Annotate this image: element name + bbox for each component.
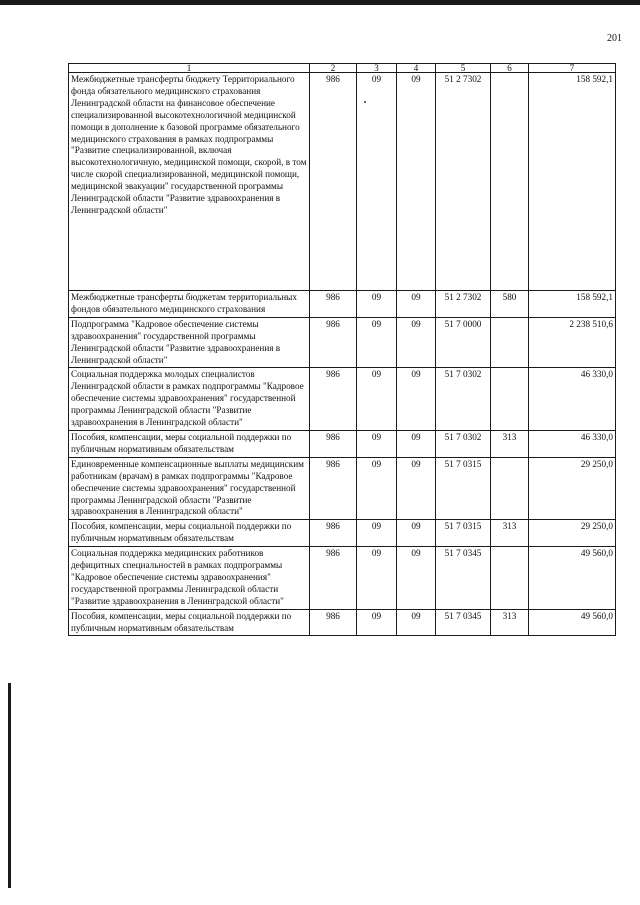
row-description: Межбюджетные трансферты бюджету Территориального фонда обязательного медицинского страхования Ленинградской области на финансовое обеспечение специализированной высокотехнологичной медицинской помощи в дополнение к базовой программе обязательного медицинского страхования в рамках подпрограммы "Развитие специализированной, включая высокотехнологичную, медицинской помощи, скорой, в том числе скорой специализированной, медицинской помощи, медицинской эвакуации" государственной программы Ленинградской области "Развитие здравоохранения в Ленинградской области" [69,73,310,291]
cell-col-6 [491,317,529,368]
cell-col-7: 158 592,1 [529,73,616,291]
cell-col-5: 51 2 7302 [436,73,491,291]
cell-col-6 [491,547,529,610]
cell-col-4: 09 [397,291,436,318]
cell-col-5: 51 7 0000 [436,317,491,368]
cell-col-4: 09 [397,430,436,457]
header-col-5: 5 [436,64,491,73]
cell-col-2: 986 [310,430,357,457]
top-border-rule [0,0,640,5]
row-description: Социальная поддержка молодых специалистов Ленинградской области в рамках подпрограммы "Кадровое обеспечение системы здравоохранения" государственной программы Ленинградской области "Развитие здравоохранения в Ленинградской области" [69,368,310,431]
cell-col-2: 986 [310,457,357,520]
table-row [69,609,616,636]
cell-col-2: 986 [310,291,357,318]
cell-col-5: 51 2 7302 [436,291,491,318]
cell-col-3: 09 [357,430,397,457]
cell-col-3: 09 [357,547,397,610]
cell-col-4: 09 [397,368,436,431]
row-description: Единовременные компенсационные выплаты медицинским работникам (врачам) в рамках подпрограммы "Кадровое обеспечение системы здравоохранения" государственной программы Ленинградской области "Развитие здравоохранения в Ленинградской области" [69,457,310,520]
cell-col-5: 51 7 0345 [436,547,491,610]
cell-col-7: 2 238 510,6 [529,317,616,368]
table-row [69,317,616,368]
cell-col-2: 986 [310,547,357,610]
cell-col-5: 51 7 0345 [436,609,491,636]
table-row [69,73,616,291]
header-col-2: 2 [310,64,357,73]
cell-col-5: 51 7 0315 [436,457,491,520]
cell-col-3: 09 [357,73,397,291]
header-col-7: 7 [529,64,616,73]
header-col-4: 4 [397,64,436,73]
cell-col-5: 51 7 0315 [436,520,491,547]
cell-col-6 [491,457,529,520]
cell-col-7: 49 560,0 [529,609,616,636]
table-row [69,430,616,457]
header-col-6: 6 [491,64,529,73]
cell-col-6: 313 [491,609,529,636]
cell-col-4: 09 [397,73,436,291]
header-col-1: 1 [69,64,310,73]
cell-col-3: 09 [357,368,397,431]
cell-col-6 [491,73,529,291]
cell-col-3: 09 [357,520,397,547]
cell-col-2: 986 [310,73,357,291]
row-description: Пособия, компенсации, меры социальной поддержки по публичным нормативным обязательствам [69,520,310,547]
table-row [69,547,616,610]
cell-col-3: 09 [357,291,397,318]
cell-col-2: 986 [310,609,357,636]
cell-col-7: 49 560,0 [529,547,616,610]
cell-col-2: 986 [310,368,357,431]
cell-col-2: 986 [310,520,357,547]
cell-col-7: 46 330,0 [529,368,616,431]
budget-table [68,63,616,636]
row-description: Пособия, компенсации, меры социальной поддержки по публичным нормативным обязательствам [69,609,310,636]
cell-col-3: 09 [357,457,397,520]
cell-col-6: 580 [491,291,529,318]
cell-col-7: 158 592,1 [529,291,616,318]
header-col-3: 3 [357,64,397,73]
cell-col-4: 09 [397,547,436,610]
cell-col-6: 313 [491,430,529,457]
cell-col-6: 313 [491,520,529,547]
table-row [69,457,616,520]
table-row [69,368,616,431]
cell-col-7: 46 330,0 [529,430,616,457]
cell-col-6 [491,368,529,431]
left-margin-mark [8,683,11,888]
cell-col-7: 29 250,0 [529,457,616,520]
table-row [69,520,616,547]
cell-col-4: 09 [397,457,436,520]
row-description: Пособия, компенсации, меры социальной поддержки по публичным нормативным обязательствам [69,430,310,457]
cell-col-4: 09 [397,609,436,636]
cell-col-3: 09 [357,317,397,368]
row-description: Подпрограмма "Кадровое обеспечение системы здравоохранения" государственной программы Ленинградской области "Развитие здравоохранения в Ленинградской области" [69,317,310,368]
cell-col-4: 09 [397,317,436,368]
page-number: 201 [607,33,622,44]
cell-col-3: 09 [357,609,397,636]
cell-col-2: 986 [310,317,357,368]
cell-col-5: 51 7 0302 [436,430,491,457]
row-description: Межбюджетные трансферты бюджетам территориальных фондов обязательного медицинского страхования [69,291,310,318]
cell-col-7: 29 250,0 [529,520,616,547]
cell-col-4: 09 [397,520,436,547]
row-description: Социальная поддержка медицинских работников дефицитных специальностей в рамках подпрограммы "Кадровое обеспечение системы здравоохранения" государственной программы Ленинградской области "Развитие здравоохранения в Ленинградской области" [69,547,310,610]
cell-col-5: 51 7 0302 [436,368,491,431]
header-row [69,64,616,73]
table-row [69,291,616,318]
